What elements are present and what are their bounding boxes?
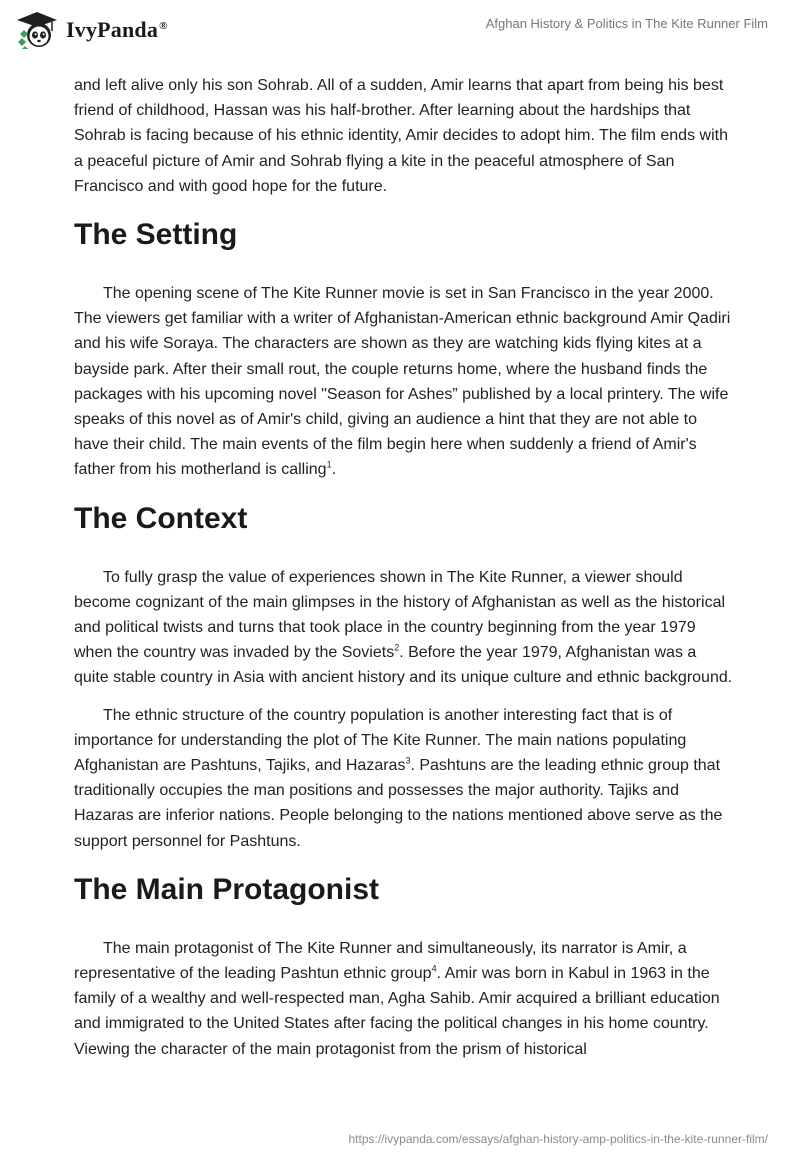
footnote-ref-4[interactable]: 4	[431, 963, 437, 974]
panda-graduation-cap-icon	[14, 10, 60, 50]
footnote-ref-1[interactable]: 1	[326, 460, 332, 471]
paragraph: and left alive only his son Sohrab. All of a sudden, Amir learns that apart from being his best friend of childhood, Hassan was his half-brother. After learning about the hardships that Sohrab is facing because of his ethnic identity, Amir decides to adopt him. The film ends with a peaceful picture of Amir and Sohrab flying a kite in the peaceful atmosphere of San Francisco and with good hope for the future.	[74, 77, 728, 195]
paragraph: The opening scene of The Kite Runner movie is set in San Francisco in the year 2000. The viewers get familiar with a writer of Afghanistan-American ethnic background Amir Qadiri and his wife Soraya. The characters are shown as they are watching kids flying kites at a bayside park. After their small rout, the couple returns home, where the husband finds the packages with his upcoming novel "Season for Ashes” published by a local printery. The wife speaks of this novel as of Amir's child, giving an audience a hint that they are not able to have their child. The main events of the film begin here when suddenly a friend of Amir's father from his motherland is calling$^1$.	[74, 285, 731, 479]
paragraph: The ethnic structure of the country population is another interesting fact that is of importance for understanding the plot of The Kite Runner. The main nations populating Afghanistan are Pashtuns, Tajiks, and Hazaras$^3$. Pashtuns are the leading ethnic group that traditionally occupies the man positions and possesses the major authority. Tajiks and Hazaras are inferior nations. People belonging to the nations mentioned above serve as the support personnel for Pashtuns.	[74, 706, 723, 850]
footnote-ref-3[interactable]: 3	[405, 755, 411, 766]
paragraph: To fully grasp the value of experiences shown in The Kite Runner, a viewer should become cognizant of the main glimpses in the history of Afghanistan as well as the historical and political twists and turns that took place in the country beginning from the year 1979 when the country was invaded by the Soviets$^2$. Before the year 1979, Afghanistan was a quite stable country in Asia with ancient history and its unique culture and ethnic background.	[74, 568, 733, 687]
section-heading-main-protagonist: The Main Protagonist	[74, 872, 380, 906]
page-title: Afghan History & Politics in The Kite Runner Film	[485, 16, 768, 31]
paragraph: The main protagonist of The Kite Runner and simultaneously, its narrator is Amir, a representative of the leading Pashtun ethnic group$^4$. Amir was born in Kabul in 1963 in the family of a wealthy and well-respected man, Agha Sahib. Amir acquired a brilliant education and immigrated to the United States after facing the political changes in his home country. Viewing the character of the main protagonist from the prism of historical	[74, 939, 720, 1058]
brand-name: IvyPanda®	[66, 17, 168, 42]
section-heading-setting: The Setting	[74, 218, 238, 252]
article-body	[74, 73, 734, 1074]
header	[0, 0, 800, 70]
footnote-ref-2[interactable]: 2	[394, 642, 400, 653]
section-heading-context: The Context	[74, 501, 248, 535]
source-url-link[interactable]: https://ivypanda.com/essays/afghan-history-amp-politics-in-the-kite-runner-film/	[348, 1132, 768, 1146]
brand-logo-link[interactable]	[14, 10, 168, 50]
